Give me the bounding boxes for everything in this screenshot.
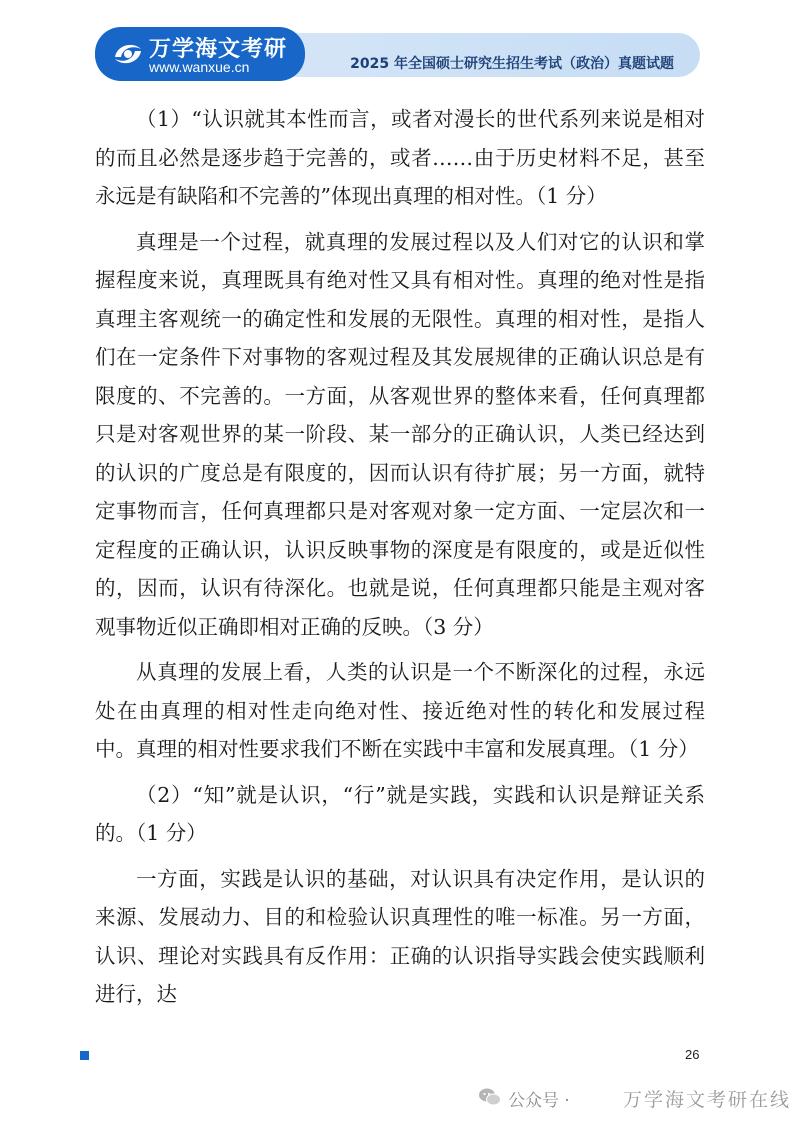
paragraph: （1）“认识就其本性而言，或者对漫长的世代系列来说是相对的而且必然是逐步趋于完善的，或者……由于历史材料不足，甚至永远是有缺陷和不完善的”体现出真理的相对性。（1 分） — [95, 107, 705, 208]
brand-logo — [95, 27, 305, 81]
paragraph: （2）“知”就是认识，“行”就是实践，实践和认识是辩证关系的。（1 分） — [95, 782, 705, 845]
watermark-label: 公众号 · — [508, 1091, 570, 1111]
brand-name: 万学海文考研 — [149, 37, 288, 62]
watermark-account: 万学海文考研在线 — [623, 1089, 792, 1111]
swirl-logo-icon — [111, 37, 145, 71]
paragraph: 真理是一个过程，就真理的发展过程以及人们对它的认识和掌握程度来说，真理既具有绝对性又具有相对性。真理的绝对性是指真理主客观统一的确定性和发展的无限性。真理的相对性，是指人们在一定条件下对事物的客观过程及其发展规律的正确认识总是有限度的、不完善的。一方面，从客观世界的整体来看，任何真理都只是对客观世界的某一阶段、某一部分的正确认识，人类已经达到的认识的广度总是有限度的，因而认识有待扩展；另一方面，就特定事物而言，任何真理都只是对客观对象一定方面、一定层次和一定程度的正确认识，认识反映事物的深度是有限度的，或是近似性的，因而，认识有待深化。也就是说，任何真理都只能是主观对客观事物近似正确即相对正确的反映。（3 分） — [95, 229, 705, 639]
brand-url: www.wanxue.cn — [149, 59, 250, 75]
paragraph: 一方面，实践是认识的基础，对认识具有决定作用，是认识的来源、发展动力、目的和检验认识真理性的唯一标准。另一方面，认识、理论对实践具有反作用：正确的认识指导实践会使实践顺利进行，达 — [95, 866, 705, 1006]
page-number: 26 — [685, 1047, 700, 1062]
page-header — [95, 27, 700, 81]
exam-title: 2025 年全国硕士研究生招生考试（政治）真题试题 — [350, 56, 674, 72]
paragraph: 从真理的发展上看，人类的认识是一个不断深化的过程，永远处在由真理的相对性走向绝对性、接近绝对性的转化和发展过程中。真理的相对性要求我们不断在实践中丰富和发展真理。（1 分） — [95, 660, 705, 761]
answer-body — [95, 100, 705, 1021]
wechat-watermark — [478, 1082, 792, 1116]
footer-marker — [80, 1051, 89, 1060]
wechat-icon — [478, 1085, 502, 1109]
